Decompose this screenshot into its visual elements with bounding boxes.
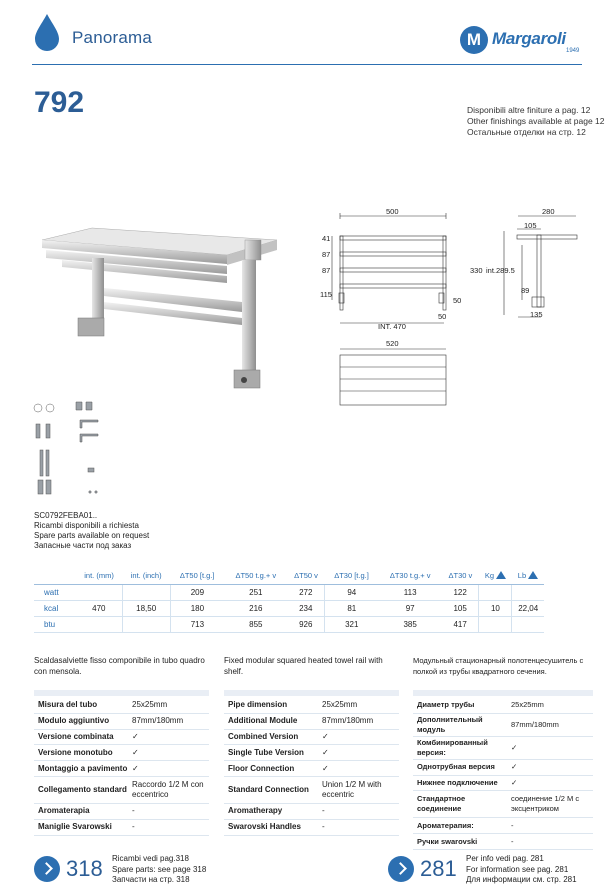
col-dt50-tg: ΔT50 [t.g.] [170,568,224,584]
cell-lb: 22,04 [512,600,544,616]
row-label: watt [34,584,76,600]
product-photo [32,210,287,400]
finishes-note [467,105,605,138]
spare-parts-note [34,511,149,551]
dim-89: 89 [521,286,530,295]
water-drop-icon [32,12,62,52]
weight-icon [528,571,538,579]
brand-logo [460,26,590,56]
row-label: btu [34,616,76,632]
cell: 180 [170,600,224,616]
dim-top-width: 520 [386,339,399,348]
spare-code: SC0792FEBA01.. [34,511,98,520]
col-kg: Kg [479,568,512,584]
dim-41: 41 [322,234,331,243]
cell: 105 [442,600,479,616]
output-table [34,568,544,633]
dim-87a: 87 [322,250,331,259]
cell: 122 [442,584,479,600]
table-row [34,600,544,616]
spec-row: Additional Module 87mm/180mm [224,714,399,730]
cell: 713 [170,616,224,632]
spec-row: Versione monotubo ✓ [34,745,209,761]
col-dt50-tgv: ΔT50 t.g.+ v [224,568,287,584]
cell: 417 [442,616,479,632]
cell: 385 [378,616,441,632]
cell-int-mm: 470 [76,600,122,616]
spec-row: Ароматерапия: - [413,818,593,834]
cell-int-inch: 18,50 [122,600,170,616]
spec-row: Versione combinata ✓ [34,730,209,746]
col-lb: Lb [512,568,544,584]
row-label: kcal [34,600,76,616]
spec-row: Aromaterapia - [34,804,209,820]
spec-table-en [224,690,399,836]
cell: 234 [287,600,324,616]
spec-row: Однотрубная версия ✓ [413,760,593,776]
dim-50a: 50 [453,296,462,305]
page-number: 318 [66,856,103,881]
dim-50b: 50 [438,312,447,321]
col-dt30-tg: ΔT30 [t.g.] [325,568,379,584]
model-number: 792 [34,86,85,119]
spare-line-en: Spare parts available on request [34,531,150,540]
table-row [34,616,544,632]
footer-info-link[interactable] [388,852,588,888]
dim-int-height: int.289.5 [486,266,515,275]
footer-text: Ricambi vedi pag.318 Spare parts: see page 318 Запчасти на стр. 318 [112,854,207,884]
spec-row: Комбинированный версия: ✓ [413,737,593,760]
table-row [34,584,544,600]
finishes-ru: Остальные отделки на стр. 12 [467,127,586,137]
col-int-inch: int. (inch) [122,568,170,584]
finishes-it: Disponibili altre finiture a pag. 12 [467,105,591,115]
spec-row: Maniglie Svarowski - [34,820,209,836]
weight-icon [496,571,506,579]
dim-115: 115 [320,290,332,299]
dim-height: 330 [470,266,483,275]
spec-row: Ручки swarovski - [413,834,593,850]
description-en: Fixed modular squared heated towel rail with shelf. [224,656,383,676]
spare-parts-image [30,398,110,500]
arrow-right-icon[interactable] [388,856,414,882]
spec-row: Нижнее подключение ✓ [413,776,593,792]
logo-text: Margaroli [492,29,566,48]
spec-table-ru [413,690,593,850]
footer-spare-parts-link[interactable] [34,852,234,888]
page-number: 281 [420,856,457,881]
spec-row: Swarovski Handles - [224,820,399,836]
cell: 251 [224,584,287,600]
spec-row: Standard Connection Union 1/2 M with eccentric [224,777,399,804]
spec-table-it [34,690,209,836]
spec-row: Modulo aggiuntivo 87mm/180mm [34,714,209,730]
cell: 209 [170,584,224,600]
spec-row: Aromatherapy - [224,804,399,820]
finishes-en: Other finishings available at page 12 [467,116,605,126]
spare-line-it: Ricambi disponibili a richiesta [34,521,139,530]
spec-row: Дополнительный модуль 87mm/180mm [413,714,593,737]
cell: 97 [378,600,441,616]
col-dt30-v: ΔT30 v [442,568,479,584]
dim-135: 135 [530,310,543,319]
section-title: Panorama [72,28,153,47]
spec-row: Misura del tubo 25x25mm [34,698,209,714]
arrow-right-icon[interactable] [34,856,60,882]
header-divider [32,64,582,65]
dim-depth: 280 [542,207,555,216]
logo-year: 1949 [566,48,580,54]
spec-row: Стандартное соединение соединение 1/2 M с эксцентриком [413,791,593,818]
technical-drawing [318,205,593,420]
page-header [0,0,613,68]
cell: 94 [325,584,379,600]
spec-row: Floor Connection ✓ [224,761,399,777]
description-ru: Модульный стационарный полотенцесушитель с полкой из трубы квадратного сечения. [413,656,584,676]
dim-105: 105 [524,221,537,230]
cell: 113 [378,584,441,600]
dim-87b: 87 [322,266,331,275]
dim-int: INT. 470 [378,322,406,331]
cell: 321 [325,616,379,632]
footer-text: Per info vedi pag. 281 For information see pag. 281 Для информации см. стр. 281 [466,854,577,884]
cell: 272 [287,584,324,600]
cell: 216 [224,600,287,616]
spec-row: Collegamento standard Raccordo 1/2 M con eccentrico [34,777,209,804]
cell: 926 [287,616,324,632]
logo-letter: M [460,26,488,54]
description-it: Scaldasalviette fisso componibile in tubo quadro con mensola. [34,656,205,676]
col-dt50-v: ΔT50 v [287,568,324,584]
col-int-mm: int. (mm) [76,568,122,584]
spare-line-ru: Запасные части под заказ [34,541,132,550]
spec-row: Диаметр трубы 25x25mm [413,698,593,714]
cell: 855 [224,616,287,632]
spec-row: Combined Version ✓ [224,730,399,746]
dim-width: 500 [386,207,399,216]
spec-row: Pipe dimension 25x25mm [224,698,399,714]
spec-row: Montaggio a pavimento ✓ [34,761,209,777]
cell: 81 [325,600,379,616]
cell-kg: 10 [479,600,512,616]
spec-row: Single Tube Version ✓ [224,745,399,761]
col-dt30-tgv: ΔT30 t.g.+ v [378,568,441,584]
